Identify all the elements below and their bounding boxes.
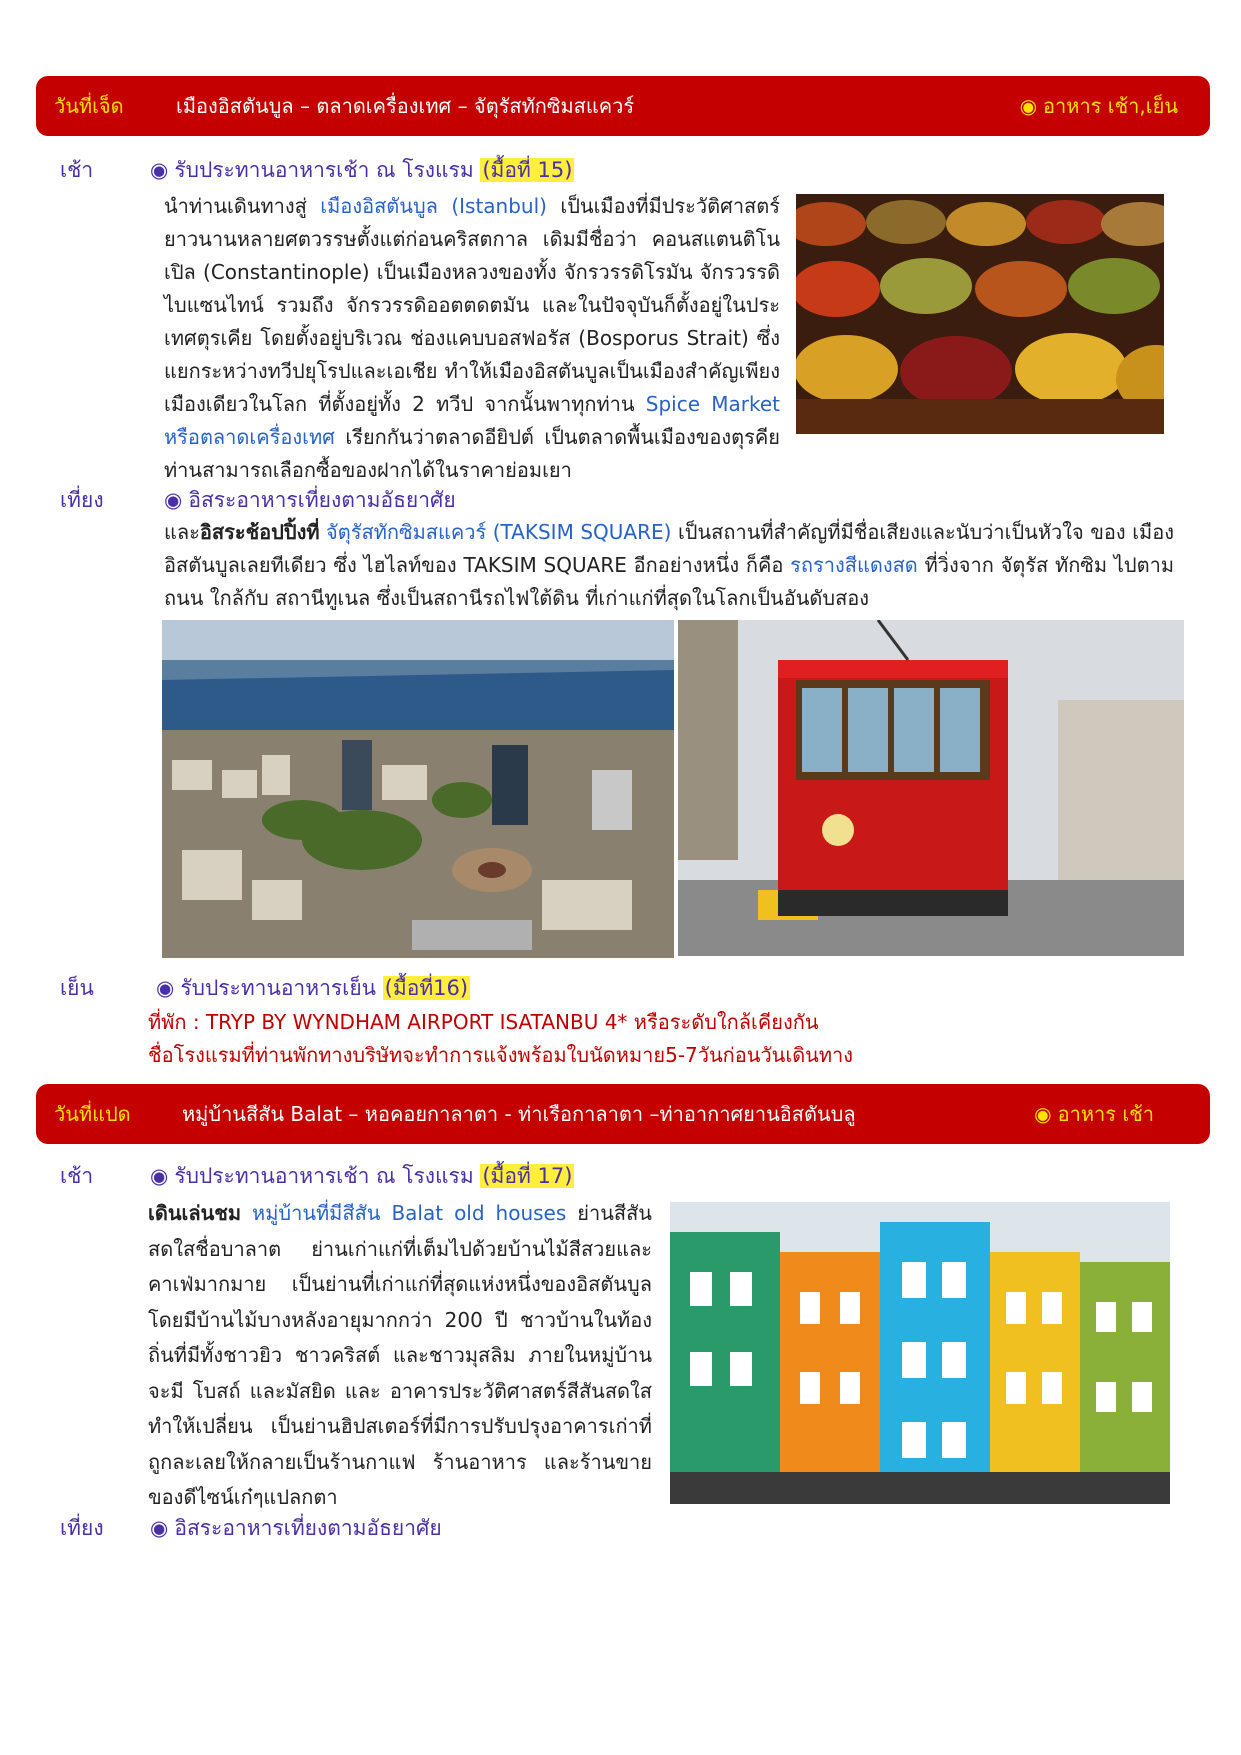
- day8-lunch-text: อิสระอาหารเที่ยงตามอัธยาศัย: [174, 1516, 442, 1540]
- day7-dinner-meal-number: (มื้อที่16): [384, 976, 469, 1000]
- day7-meal-number: (มื้อที่ 15): [482, 158, 573, 182]
- istanbul-link: เมืองอิสตันบูล (Istanbul): [320, 194, 547, 218]
- day7-noon-paragraph: [164, 516, 1174, 615]
- red-tram-photo: [678, 620, 1184, 956]
- day8-meals-text: อาหาร เช้า: [1057, 1102, 1154, 1126]
- day7-banner: [36, 76, 1210, 136]
- bold-text: อิสระช้อปปิ้งที่: [199, 520, 320, 544]
- day8-morning-slot: เช้า: [60, 1164, 94, 1188]
- dish-icon: ◉: [150, 1164, 169, 1188]
- taksim-square-photo: [162, 620, 674, 958]
- hotel-notice: ชื่อโรงแรมที่ท่านพักทางบริษัทจะทำการแจ้งพร้อมใบนัดหมาย5-7วันก่อนวันเดินทาง: [148, 1043, 854, 1067]
- dish-icon: ◉: [150, 1516, 169, 1540]
- dish-icon: ◉: [150, 158, 169, 182]
- text-span: นำท่านเดินทางสู่: [164, 194, 321, 218]
- text-span: เรียกกันว่าตลาดอียิปต์ เป็นตลาดพื้นเมืองของตุรคีย ท่านสามารถเลือกซื้อของฝากได้ในราคาย่อมเยา: [164, 425, 780, 482]
- day7-noon-slot: เที่ยง: [60, 488, 104, 512]
- day7-dinner-text: รับประทานอาหารเย็น: [180, 976, 376, 1000]
- day7-breakfast-line: [150, 154, 574, 187]
- taksim-link: จัตุรัสทักซิมสแควร์ (TAKSIM SQUARE): [319, 520, 672, 544]
- dish-icon: ◉: [1034, 1102, 1052, 1126]
- day7-route: เมืองอิสตันบูล – ตลาดเครื่องเทศ – จัตุรัสทักซิมสแควร์: [176, 94, 635, 118]
- spice-market-photo: [796, 194, 1164, 434]
- spice-market-link: Spice Market หรือตลาดเครื่องเทศ: [164, 392, 780, 449]
- text-span: เป็นสถานที่สำคัญที่มีชื่อเสียงและนับว่าเป็นหัวใจ ของ เมืองอิสตันบูลเลยทีเดียว ซึ่ง ไฮไลท์ของ TAKSIM SQUARE อีกอย่างหนึ่ง ก็คือ: [164, 520, 1174, 577]
- day8-meals: [1034, 1084, 1154, 1144]
- day8-noon-slot: เที่ยง: [60, 1516, 104, 1540]
- text-span: ที่วิ่งจาก จัตุรัส ทักซิม ไปตามถนน ใกล้กับ สถานีทูเนล ซึ่งเป็นสถานีรถไฟใต้ดิน ที่เก่าแก่ที่สุดในโลกเป็นอันดับสอง: [164, 553, 1174, 610]
- text-span: และ: [164, 520, 200, 544]
- day7-lunch-text: อิสระอาหารเที่ยงตามอัธยาศัย: [188, 488, 456, 512]
- bold-text: เดินเล่นชม: [148, 1201, 242, 1225]
- day7-morning-paragraph: [164, 190, 780, 487]
- day8-label: วันที่แปด: [54, 1102, 131, 1126]
- day8-banner: [36, 1084, 1210, 1144]
- day7-breakfast-text: รับประทานอาหารเช้า ณ โรงแรม: [174, 158, 474, 182]
- day7-meals-text: อาหาร เช้า,เย็น: [1043, 94, 1178, 118]
- day8-meal-number: (มื้อที่ 17): [482, 1164, 573, 1188]
- dish-icon: ◉: [1019, 94, 1038, 118]
- dish-icon: ◉: [164, 488, 183, 512]
- day8-lunch-line: [150, 1512, 442, 1545]
- day8-route: หมู่บ้านสีสัน Balat – หอคอยกาลาตา - ท่าเรือกาลาตา –ท่าอากาศยานอิสตันบลู: [182, 1102, 856, 1126]
- day7-lunch-line: [164, 484, 456, 517]
- dish-icon: ◉: [156, 976, 175, 1000]
- day8-breakfast-line: [150, 1160, 574, 1193]
- day7-meals: [1020, 76, 1178, 136]
- day7-evening-slot: เย็น: [60, 976, 94, 1000]
- day7-dinner-line: [156, 972, 470, 1005]
- text-span: ย่านสีสันสดใสชื่อบาลาต ย่านเก่าแก่ที่เต็มไปด้วยบ้านไม้สีสวยและคาเฟ่มากมาย เป็นย่านที่เก่าแก่ที่สุดแห่งหนึ่งของอิสตันบูล โดยมีบ้านไม้บางหลังอายุมากกว่า 200 ปี ชาวบ้านในท้องถิ่นที่มีทั้งชาวยิว ชาวคริสต์ และชาวมุสลิม ภายในหมู่บ้านจะมี โบสถ์ และมัสยิด และ อาคารประวัติศาสตร์สีสันสดใส ทำให้เปลี่ยน เป็นย่านฮิปสเตอร์ที่มีการปรับปรุงอาคารเก่าที่ถูกละเลยให้กลายเป็นร้านกาแฟ ร้านอาหาร และร้านขายของดีไซน์เก๋ๆแปลกตา: [148, 1201, 652, 1509]
- day7-morning-slot: เช้า: [60, 158, 94, 182]
- balat-houses-photo: [670, 1202, 1170, 1504]
- day7-label: วันที่เจ็ด: [54, 94, 124, 118]
- tram-link: รถรางสีแดงสด: [790, 553, 918, 577]
- text-span: เป็นเมืองที่มีประวัติศาสตร์ยาวนานหลายศตวรรษตั้งแต่ก่อนคริสตกาล เดิมมีชื่อว่า คอนสแตนติโนเปิล (Constantinople) เป็นเมืองหลวงของทั้ง จักรวรรดิโรมัน จักรวรรดิไบแซนไทน์ รวมถึง จักรวรรดิออตตดตมัน และในปัจจุบันก็ตั้งอยู่ในประเทศตุรเคีย โดยตั้งอยู่บริเวณ ช่องแคบบอสฟอรัส (Bosporus Strait) ซึ่งแยกระหว่างทวีปยุโรปและเอเชีย ทำให้เมืองอิสตันบูลเป็นเมืองสำคัญเพียงเมืองเดียวในโลก ที่ตั้งอยู่ทั้ง 2 ทวีป จากนั้นพาทุกท่าน: [164, 194, 780, 416]
- day8-breakfast-text: รับประทานอาหารเช้า ณ โรงแรม: [174, 1164, 474, 1188]
- balat-link: หมู่บ้านที่มีสีสัน Balat old houses: [241, 1201, 567, 1225]
- day8-morning-paragraph: [148, 1196, 652, 1516]
- hotel-line: ที่พัก : TRYP BY WYNDHAM AIRPORT ISATANBU 4* หรือระดับใกล้เคียงกัน: [148, 1010, 819, 1034]
